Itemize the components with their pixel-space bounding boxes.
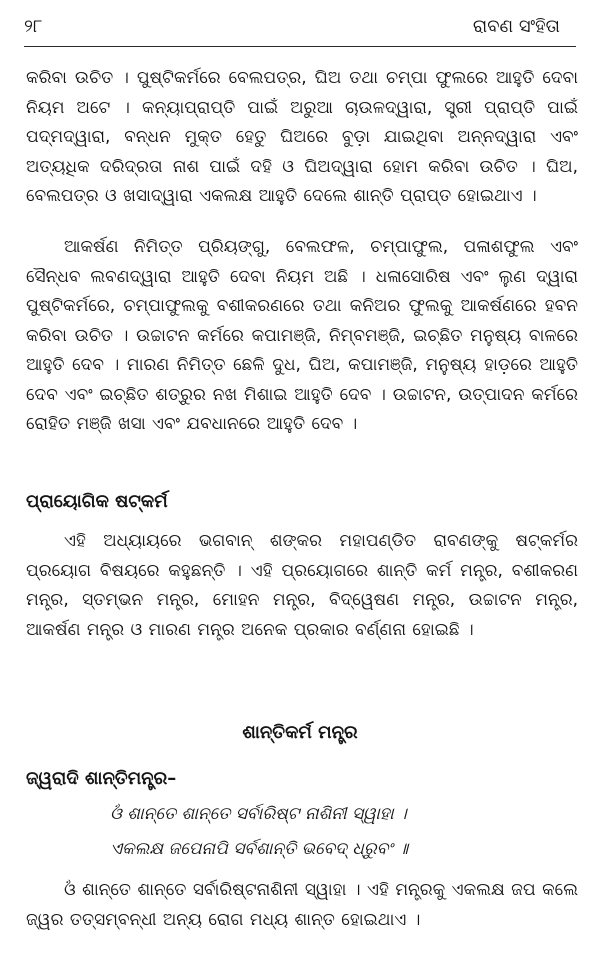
- paragraph-mantra-explanation: ଓଁ ଶାନ୍ତେ ଶାନ୍ତେ ସର୍ବାରିଷ୍ଟନାଶିନୀ ସ୍ୱାହା । ଏହି ମନ୍ତ୍ରକୁ ଏକଲକ୍ଷ ଜପ କଲେ ଜ୍ୱର ତତ୍ସମ୍ବନ୍ଧୀ ଅନ୍ୟ ରୋଗ ମଧ୍ୟ ଶାନ୍ତ ହୋଇଥାଏ ।: [26, 880, 578, 930]
- subheading-jwaradi-shanti-mantra: ଜ୍ୱରାଦି ଶାନ୍ତିମନ୍ତ୍ର–: [26, 768, 177, 789]
- running-header: [24, 12, 560, 42]
- paragraph-akarshan: ଆକର୍ଷଣ ନିମିତ୍ତ ପ୍ରିୟଙ୍ଗୁ, ବେଲଫଳ, ଚମ୍ପାଫୁଲ, ପଳାଶଫୁଲ ଏବଂ ସୈନ୍ଧବ ଲବଣଦ୍ୱାରା ଆହୁତି ଦେବା ନିୟମ ଅଛି । ଧଳାସୋରିଷ ଏବଂ ଲୁଣ ଦ୍ୱାରା ପୁଷ୍ଟିକର୍ମରେ, ଚମ୍ପାଫୁଲକୁ ବଶୀକରଣରେ ତଥା କନିଅର ଫୁଲକୁ ଆକର୍ଷଣରେ ହବନ କରିବା ଉଚିତ । ଉଚ୍ଚାଟନ କର୍ମରେ କପାମଞ୍ଜି, ନିମ୍ବମଞ୍ଜି, ଇଚ୍ଛିତ ମନୁଷ୍ୟ ବାଳରେ ଆହୁତି ଦେବ । ମାରଣ ନିମିତ୍ତ ଛେଳି ଦୁଧ, ଘିଅ, କପାମଞ୍ଜି, ମନୁଷ୍ୟ ହାଡ଼ରେ ଆହୁତି ଦେବ ଏବଂ ଇଚ୍ଛିତ ଶତ୍ରୁର ନଖ ମିଶାଇ ଆହୁତି ଦେବ । ଉଚ୍ଚାଟନ, ଉତ୍ପାଦନ କର୍ମରେ ରୋହିତ ମଞ୍ଜି ଖସା ଏବଂ ଯବଧାନରେ ଆହୁତି ଦେବ ।: [26, 237, 578, 434]
- mantra-line-2: ଏକଲକ୍ଷ ଜପେନାପି ସର୍ବଶାନ୍ତି ଭବେଦ୍ ଧ୍ରୁବଂ ॥: [110, 839, 409, 859]
- page-number: ୨୮: [24, 16, 43, 37]
- section-heading-prayogik-shatkarma: ପ୍ରାୟୋଗିକ ଷଟ୍କର୍ମ: [26, 491, 168, 512]
- section-heading-shantikarma-mantra: ଶାନ୍ତିକର୍ମ ମନ୍ତ୍ର: [242, 722, 358, 743]
- header-divider: [24, 46, 576, 47]
- paragraph-shatkarma-intro: ଏହି ଅଧ୍ୟାୟରେ ଭଗବାନ୍ ଶଙ୍କର ମହାପଣ୍ଡିତ ରାବଣଙ୍କୁ ଷଟ୍କର୍ମର ପ୍ରୟୋଗ ବିଷୟରେ କହୁଛନ୍ତି । ଏହି ପ୍ରୟୋଗରେ ଶାନ୍ତି କର୍ମ ମନ୍ତ୍ର, ବଶୀକରଣ ମନ୍ତ୍ର, ସ୍ତମ୍ଭନ ମନ୍ତ୍ର, ମୋହନ ମନ୍ତ୍ର, ବିଦ୍ୱେଷଣ ମନ୍ତ୍ର, ଉଚ୍ଚାଟନ ମନ୍ତ୍ର, ଆକର୍ଷଣ ମନ୍ତ୍ର ଓ ମାରଣ ମନ୍ତ୍ର ଅନେକ ପ୍ରକାର ବର୍ଣ୍ଣନା ହୋଇଛି ।: [26, 531, 578, 640]
- paragraph-hom-rules: କରିବା ଉଚିତ । ପୁଷ୍ଟିକର୍ମରେ ବେଲପତ୍ର, ଘିଅ ତଥା ଚମ୍ପା ଫୁଲରେ ଆହୁତି ଦେବା ନିୟମ ଅଟେ । କନ୍ୟାପ୍ରାପ୍ତି ପାଇଁ ଅରୁଆ ଚାଉଳଦ୍ୱାରା, ସ୍ତ୍ରୀ ପ୍ରାପ୍ତି ପାଇଁ ପଦ୍ମଦ୍ୱାରା, ବନ୍ଧନ ମୁକ୍ତ ହେତୁ ଘିଅରେ ବୁଡ଼ା ଯାଇଥିବା ଅନ୍ନଦ୍ୱାରା ଏବଂ ଅତ୍ୟଧିକ ଦରିଦ୍ରତା ନାଶ ପାଇଁ ଦହି ଓ ଘିଅଦ୍ୱାରା ହୋମ କରିବା ଉଚିତ । ଘିଅ, ବେଲପତ୍ର ଓ ଖସାଦ୍ୱାରା ଏକଲକ୍ଷ ଆହୁତି ଦେଲେ ଶାନ୍ତି ପ୍ରାପ୍ତ ହୋଇଥାଏ ।: [26, 68, 578, 206]
- mantra-line-1: ଓଁ ଶାନ୍ତେ ଶାନ୍ତେ ସର୍ବାରିଷ୍ଟ ନାଶିନୀ ସ୍ୱାହା ।: [110, 804, 407, 824]
- book-title: ରାବଣ ସଂହିତା: [472, 16, 560, 37]
